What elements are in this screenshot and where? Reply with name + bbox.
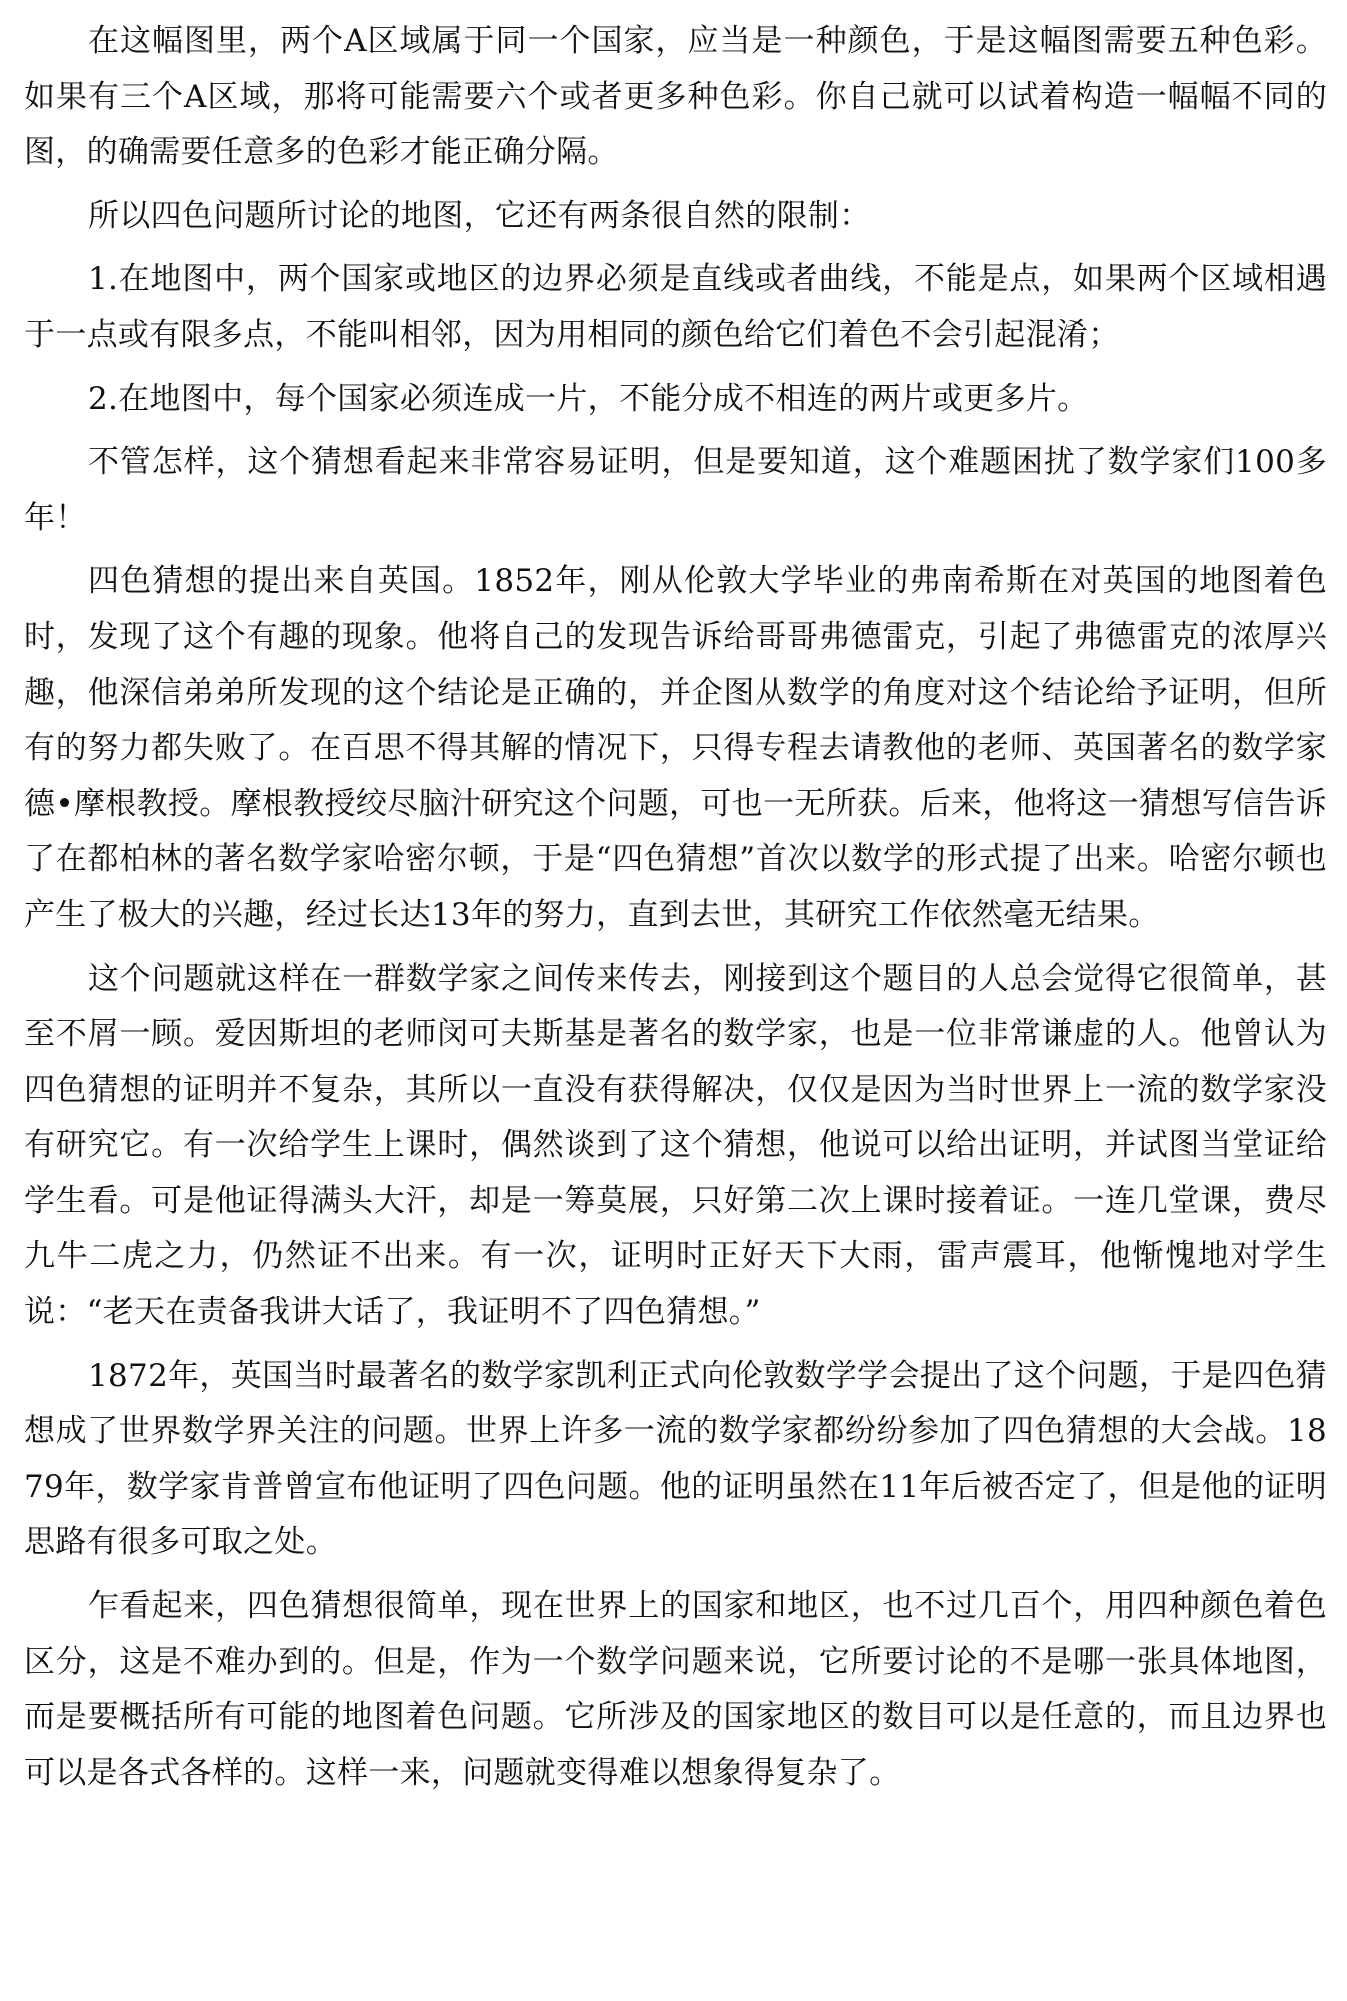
paragraph: 这个问题就这样在一群数学家之间传来传去，刚接到这个题目的人总会觉得它很简单，甚至不屑一顾。爱因斯坦的老师闵可夫斯基是著名的数学家，也是一位非常谦虚的人。他曾认为四色猜想的证明并不复杂，其所以一直没有获得解决，仅仅是因为当时世界上一流的数学家没有研究它。有一次给学生上课时，偶然谈到了这个猜想，他说可以给出证明，并试图当堂证给学生看。可是他证得满头大汗，却是一筹莫展，只好第二次上课时接着证。一连几堂课，费尽九牛二虎之力，仍然证不出来。有一次，证明时正好天下大雨，雷声震耳，他惭愧地对学生说：“老天在责备我讲大话了，我证明不了四色猜想。” [24, 960, 1327, 1331]
paragraph: 乍看起来，四色猜想很简单，现在世界上的国家和地区，也不过几百个，用四种颜色着色区分，这是不难办到的。但是，作为一个数学问题来说，它所要讨论的不是哪一张具体地图，而是要概括所有可能的地图着色问题。它所涉及的国家地区的数目可以是任意的，而且边界也可以是各式各样的。这样一来，问题就变得难以想象得复杂了。 [24, 1588, 1327, 1791]
paragraph: 2.在地图中，每个国家必须连成一片，不能分成不相连的两片或更多片。 [88, 380, 1089, 417]
paragraph: 在这幅图里，两个A区域属于同一个国家，应当是一种颜色，于是这幅图需要五种色彩。如果有三个A区域，那将可能需要六个或者更多种色彩。你自己就可以试着构造一幅幅不同的图，的确需要任意多的色彩才能正确分隔。 [24, 23, 1327, 171]
document-page [24, 14, 1327, 1809]
paragraph: 不管怎样，这个猜想看起来非常容易证明，但是要知道，这个难题困扰了数学家们100多年！ [24, 444, 1327, 536]
paragraph: 1.在地图中，两个国家或地区的边界必须是直线或者曲线，不能是点，如果两个区域相遇于一点或有限多点，不能叫相邻，因为用相同的颜色给它们着色不会引起混淆； [24, 261, 1327, 353]
paragraph: 所以四色问题所讨论的地图，它还有两条很自然的限制： [88, 197, 871, 234]
paragraph: 四色猜想的提出来自英国。1852年，刚从伦敦大学毕业的弗南希斯在对英国的地图着色时，发现了这个有趣的现象。他将自己的发现告诉给哥哥弗德雷克，引起了弗德雷克的浓厚兴趣，他深信弟弟所发现的这个结论是正确的，并企图从数学的角度对这个结论给予证明，但所有的努力都失败了。在百思不得其解的情况下，只得专程去请教他的老师、英国著名的数学家德•摩根教授。摩根教授绞尽脑汁研究这个问题，可也一无所获。后来，他将这一猜想写信告诉了在都柏林的著名数学家哈密尔顿，于是“四色猜想”首次以数学的形式提了出来。哈密尔顿也产生了极大的兴趣，经过长达13年的努力，直到去世，其研究工作依然毫无结果。 [24, 563, 1327, 933]
paragraph: 1872年，英国当时最著名的数学家凯利正式向伦敦数学学会提出了这个问题，于是四色猜想成了世界数学界关注的问题。世界上许多一流的数学家都纷纷参加了四色猜想的大会战。1879年，数学家肯普曾宣布他证明了四色问题。他的证明虽然在11年后被否定了，但是他的证明思路有很多可取之处。 [24, 1357, 1327, 1561]
